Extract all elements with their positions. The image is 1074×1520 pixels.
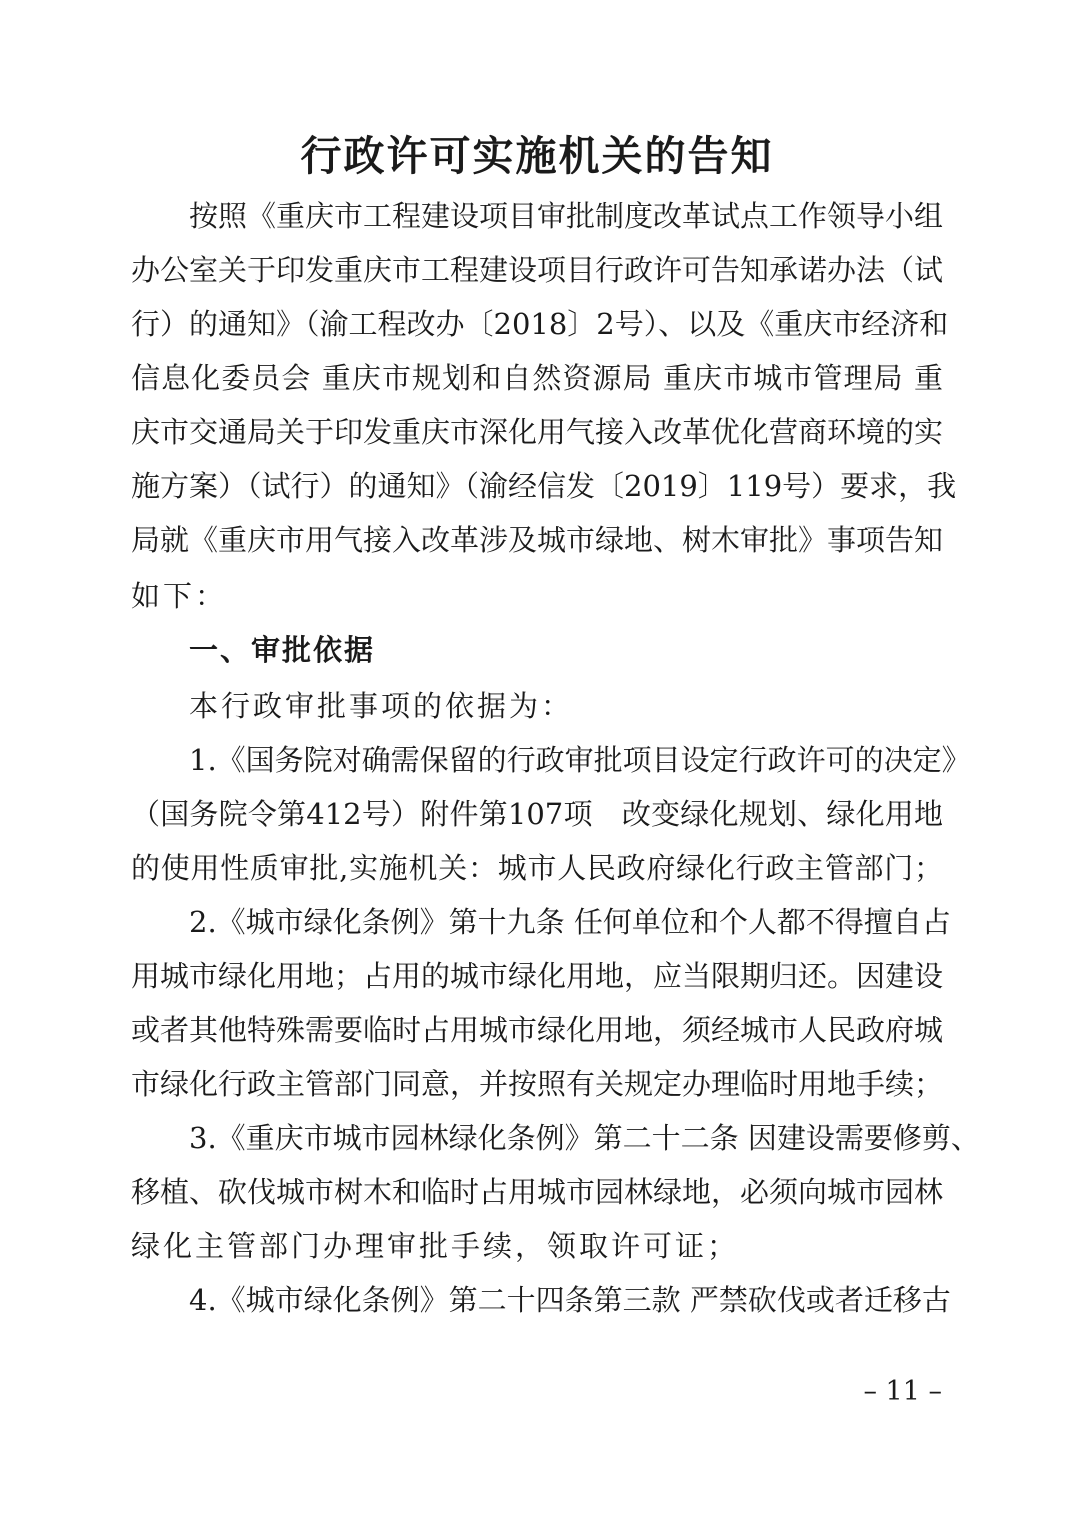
basis-item-line: 市绿化行政主管部门同意，并按照有关规定办理临时用地手续； [131,1067,944,1101]
basis-item-line: 3.《重庆市城市园林绿化条例》第二十二条 因建设需要修剪、 [189,1121,980,1155]
basis-item-line: 的使用性质审批,实施机关：城市人民政府绿化行政主管部门； [131,851,943,885]
basis-item-line: 2.《城市绿化条例》第十九条 任何单位和个人都不得擅自占 [189,905,951,939]
intro-line: 庆市交通局关于印发重庆市深化用气接入改革优化营商环境的实 [131,415,944,449]
basis-item-line: 绿化主管部门办理审批手续，领取许可证； [131,1229,740,1263]
intro-line: 信息化委员会 重庆市规划和自然资源局 重庆市城市管理局 重 [131,361,943,395]
intro-line: 局就《重庆市用气接入改革涉及城市绿地、树木审批》事项告知 [131,523,944,557]
intro-line: 办公室关于印发重庆市工程建设项目行政许可告知承诺办法（试 [131,253,944,287]
basis-item-line: 4.《城市绿化条例》第二十四条第三款 严禁砍伐或者迁移古 [189,1283,951,1317]
basis-item-line: 移植、砍伐城市树木和临时占用城市园林绿地，必须向城市园林 [131,1175,944,1209]
intro-line: 施方案）（试行）的通知》（渝经信发〔2019〕119号）要求，我 [131,469,957,503]
intro-line: 行）的通知》（渝工程改办〔2018〕2号）、以及《重庆市经济和 [131,307,949,341]
basis-intro: 本行政审批事项的依据为： [189,689,574,723]
page-number: – 11 – [863,1376,942,1407]
basis-item-line: 1.《国务院对确需保留的行政审批项目设定行政许可的决定》 [189,743,971,777]
document-title: 行政许可实施机关的告知 [300,132,774,180]
basis-item-line: （国务院令第412号）附件第107项 改变绿化规划、绿化用地 [131,797,943,831]
basis-item-line: 或者其他特殊需要临时占用城市绿化用地，须经城市人民政府城 [131,1013,944,1047]
intro-line: 按照《重庆市工程建设项目审批制度改革试点工作领导小组 [189,199,944,233]
section-heading: 一、审批依据 [189,633,376,667]
basis-item-line: 用城市绿化用地；占用的城市绿化用地，应当限期归还。因建设 [131,959,944,993]
intro-line: 如下： [131,579,228,613]
